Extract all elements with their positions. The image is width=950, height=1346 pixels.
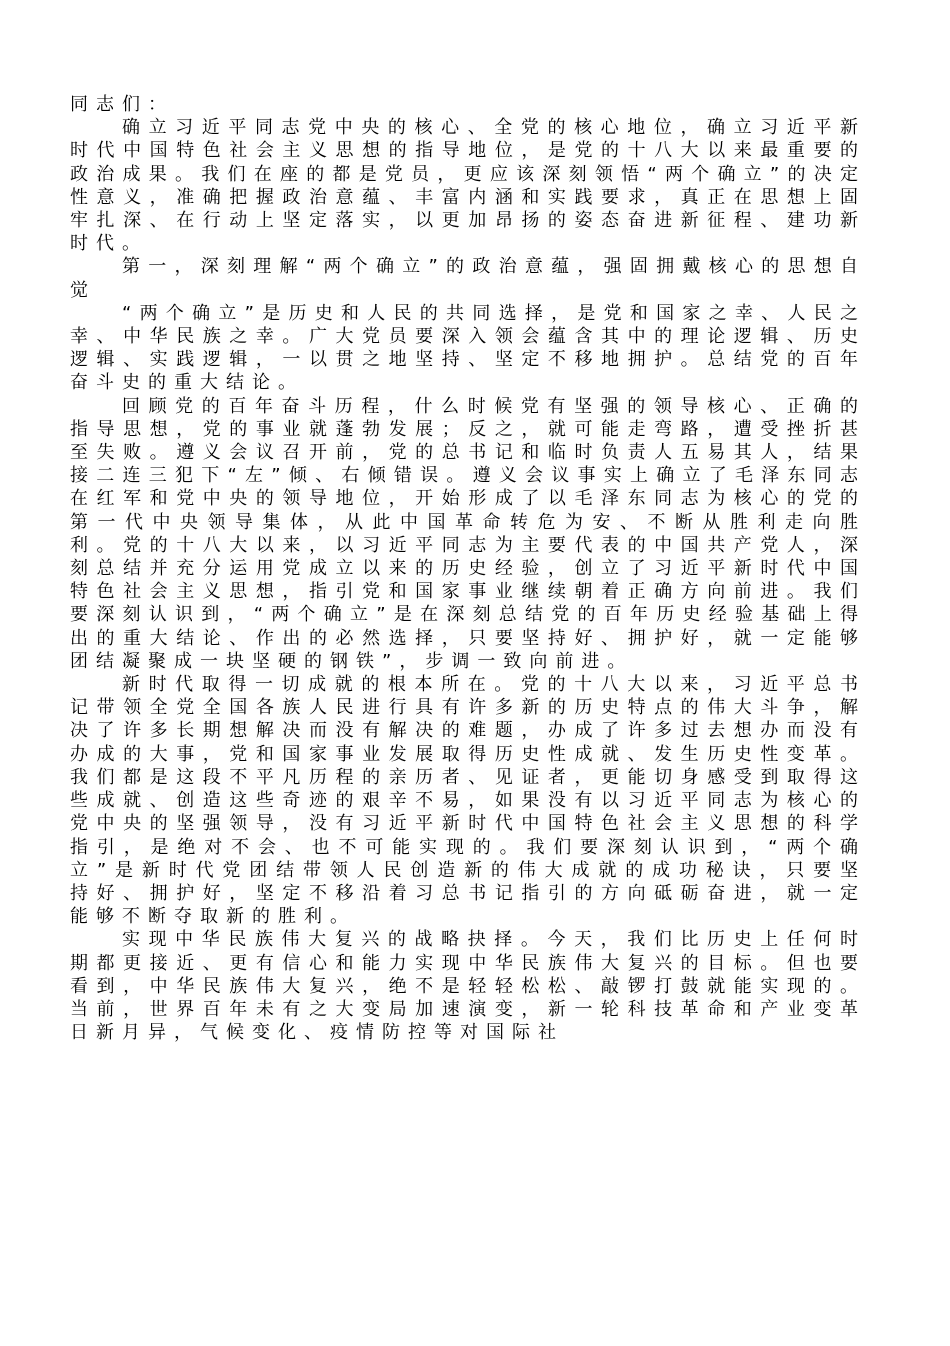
paragraph-rejuvenation: 实现中华民族伟大复兴的战略抉择。今天，我们比历史上任何时期都更接近、更有信心和能力实现中华民族伟大复兴的目标。但也要看到，中华民族伟大复兴，绝不是轻轻松松、敲锣打鼓就能实现的。当前，世界百年未有之大变局加速演变，新一轮科技革命和产业变革日新月异，气候变化、疫情防控等对国际社 [70, 929, 866, 1044]
salutation: 同志们： [70, 94, 174, 115]
paragraph-history-review: 回顾党的百年奋斗历程，什么时候党有坚强的领导核心、正确的指导思想，党的事业就蓬勃发展；反之，就可能走弯路，遭受挫折甚至失败。遵义会议召开前，党的总书记和临时负责人五易其人，结果接二连三犯下“左”倾、右倾错误。遵义会议事实上确立了毛泽东同志在红军和党中央的领导地位，开始形成了以毛泽东同志为核心的党的第一代中央领导集体，从此中国革命转危为安、不断从胜利走向胜利。党的十八大以来，以习近平同志为主要代表的中国共产党人，深刻总结并充分运用党成立以来的历史经验，创立了习近平新时代中国特色社会主义思想，指引党和国家事业继续朝着正确方向前进。我们要深刻认识到，“两个确立”是在深刻总结党的百年历史经验基础上得出的重大结论、作出的必然选择，只要坚持好、拥护好，就一定能够团结凝聚成一块坚硬的钢铁”，步调一致向前进。 [70, 395, 866, 672]
paragraph-new-era: 新时代取得一切成就的根本所在。党的十八大以来，习近平总书记带领全党全国各族人民进行具有许多新的历史特点的伟大斗争，解决了许多长期想解决而没有解决的难题，办成了许多过去想办而没有办成的大事，党和国家事业发展取得历史性成就、发生历史性变革。我们都是这段不平凡历程的亲历者、见证者，更能切身感受到取得这些成就、创造这些奇迹的艰辛不易，如果没有以习近平同志为核心的党中央的坚强领导，没有习近平新时代中国特色社会主义思想的科学指引，是绝对不会、也不可能实现的。我们要深刻认识到，“两个确立”是新时代党团结带领人民创造新的伟大成就的成功秘诀，只要坚持好、拥护好，坚定不移沿着习总书记指引的方向砥砺奋进，就一定能够不断夺取新的胜利。 [70, 674, 866, 928]
section-heading-1: 第一，深刻理解“两个确立”的政治意蕴，强固拥戴核心的思想自觉 [70, 256, 866, 301]
document-body [70, 93, 866, 1044]
paragraph-two-establishments: “两个确立”是历史和人民的共同选择，是党和国家之幸、人民之幸、中华民族之幸。广大党员要深入领会蕴含其中的理论逻辑、历史逻辑、实践逻辑，一以贯之地坚持、坚定不移地拥护。总结党的百年奋斗史的重大结论。 [70, 302, 866, 394]
paragraph-intro: 确立习近平同志党中央的核心、全党的核心地位，确立习近平新时代中国特色社会主义思想的指导地位，是党的十八大以来最重要的政治成果。我们在座的都是党员，更应该深刻领悟“两个确立”的决定性意义，准确把握政治意蕴、丰富内涵和实践要求，真正在思想上固牢扎深、在行动上坚定落实，以更加昂扬的姿态奋进新征程、建功新时代。 [70, 117, 866, 255]
